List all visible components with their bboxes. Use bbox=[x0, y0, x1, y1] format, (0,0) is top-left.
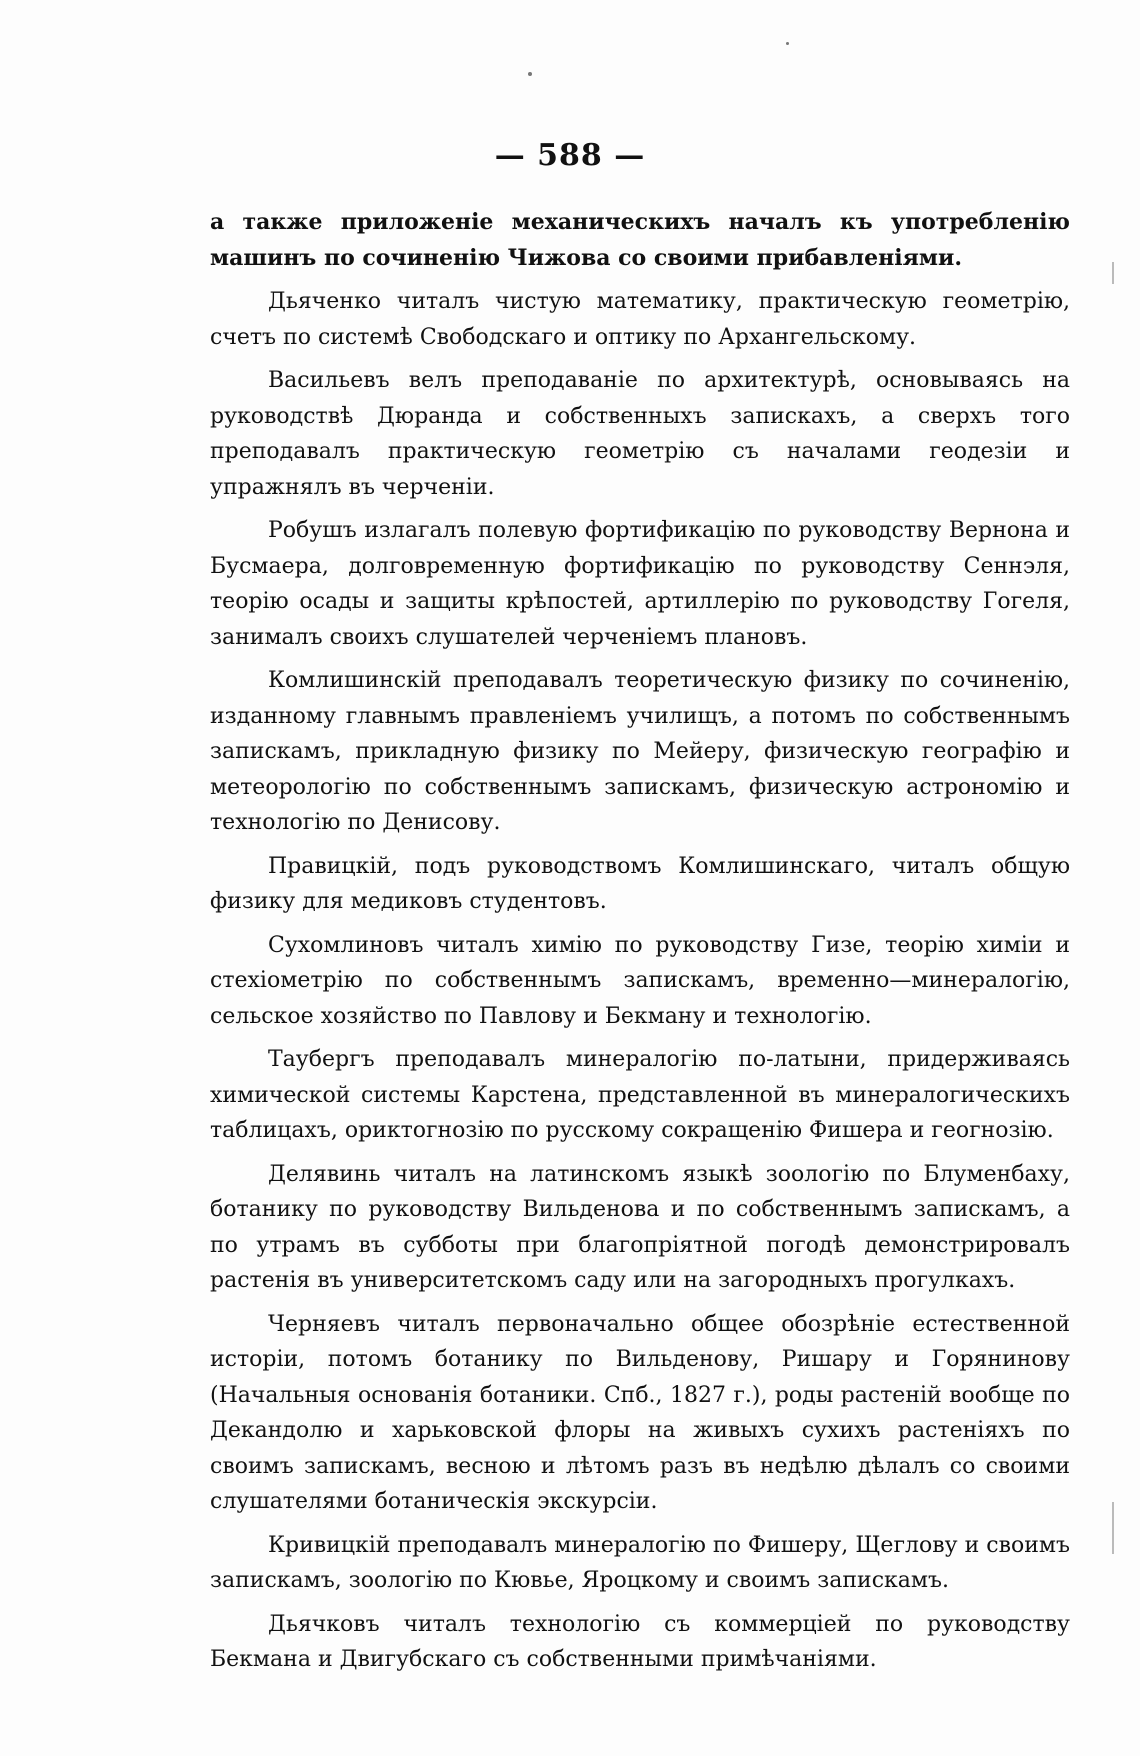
scan-edge-mark bbox=[1112, 1502, 1114, 1554]
body-text bbox=[210, 205, 1070, 1686]
paragraph: а также приложеніе механическихъ началъ къ употребленію машинъ по сочиненію Чижова со своими прибавленіями. bbox=[210, 209, 1070, 271]
paragraph: Дьяченко читалъ чистую математику, практическую геометрію, счетъ по системѣ Свободскаго и оптику по Архангельскому. bbox=[210, 289, 1070, 350]
paragraph: Комлишинскій преподавалъ теоретическую физику по сочиненію, изданному главнымъ правленіемъ училищъ, а потомъ по собственнымъ запискамъ, прикладную физику по Мейеру, физическую географію и метеорологію по собственнымъ запискамъ, физическую астрономію и технологію по Денисову. bbox=[210, 668, 1070, 835]
paragraph: Васильевъ велъ преподаваніе по архитектурѣ, основываясь на руководствѣ Дюранда и собственныхъ запискахъ, а сверхъ того преподавалъ практическую геометрію съ началами геодезіи и упражнялъ въ черченіи. bbox=[210, 368, 1070, 500]
paragraph: Правицкій, подъ руководствомъ Комлишинскаго, читалъ общую физику для медиковъ студентовъ. bbox=[210, 853, 1070, 914]
paragraph: Делявинь читалъ на латинскомъ языкѣ зоологію по Блуменбаху, ботанику по руководству Вильденова и по собственнымъ запискамъ, а по утрамъ въ субботы при благопріятной погодѣ демонстрировалъ растенія въ университетскомъ саду или на загородныхъ прогулкахъ. bbox=[210, 1161, 1070, 1293]
paragraph: Робушъ излагалъ полевую фортификацію по руководству Вернона и Бусмаера, долговременную фортификацію по руководству Сеннэля, теорію осады и защиты крѣпостей, артиллерію по руководству Гогеля, занималъ своихъ слушателей черченіемъ плановъ. bbox=[210, 518, 1070, 650]
paragraph: Сухомлиновъ читалъ химію по руководству Гизе, теорію химіи и стехіометрію по собственнымъ запискамъ, временно—минералогію, сельское хозяйство по Павлову и Бекману и технологію. bbox=[210, 932, 1070, 1029]
scan-speck bbox=[528, 72, 532, 76]
paragraph: Таубергъ преподавалъ минералогію по-латыни, придерживаясь химической системы Карстена, представленной въ минералогическихъ таблицахъ, ориктогнозію по русскому сокращенію Фишера и геогнозію. bbox=[210, 1047, 1070, 1143]
scan-speck bbox=[786, 42, 789, 45]
page-number: — 588 — bbox=[494, 138, 646, 173]
paragraph: Кривицкій преподавалъ минералогію по Фишеру, Щеглову и своимъ запискамъ, зоологію по Кювье, Яроцкому и своимъ запискамъ. bbox=[210, 1532, 1070, 1593]
paragraph: Дьячковъ читалъ технологію съ коммерціей по руководству Бекмана и Двигубскаго съ собственными примѣчаніями. bbox=[210, 1611, 1070, 1672]
paragraph: Черняевъ читалъ первоначально общее обозрѣніе естественной исторіи, потомъ ботанику по Вильденову, Ришару и Горянинову (Начальныя основанія ботаники. Спб., 1827 г.), роды растеній вообще по Декандолю и харьковской флоры на живыхъ сухихъ растеніяхъ по своимъ запискамъ, весною и лѣтомъ разъ въ недѣлю дѣлалъ со своими слушателями ботаническія экскурсіи. bbox=[210, 1311, 1070, 1514]
scan-edge-mark bbox=[1112, 262, 1114, 284]
